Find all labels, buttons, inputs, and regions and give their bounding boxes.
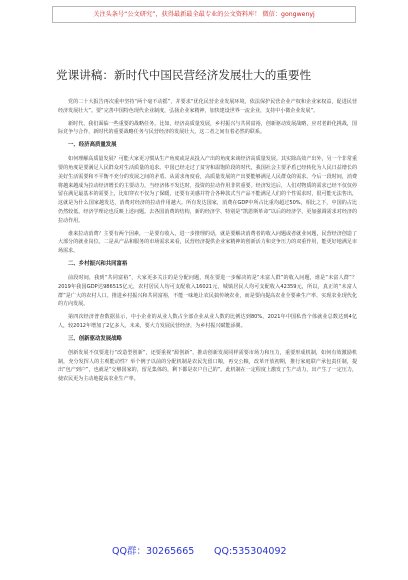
paragraph: 第四次经济普查数据显示，中小企业的从业人数占全部企业从业人数的比例达到80%。2021年中国私营个体就业总数达到4亿人，较2012年增加了2亿多人。未来，要大力发展民营经济，为乡村振兴赋能添翼。: [58, 314, 357, 329]
paragraph: 前段时间，我到“共同富裕”，大家更多关注的是分配问题，现在要进一步解决的是“未富人群”的收入问题，谁是“未富人群”？2019年我国GDP达986515亿元，农村居民人均可支配收入16021元，城镇居民人均可支配收入42359元，所以，真正的“未富人群”是广大的农村人口。推进乡村振兴和共同富裕，不能一味地让农民搞传统农业，而是要向提高农业全要素生产率、实现农业现代化的方向发展。: [58, 274, 357, 308]
paragraph: 创新发展不仅要进行“改造型创新”，还要重视“源创新”，推动创新发展同样需要市场力和压力，重要形成机制，如何有效激励机制，充分发挥人的主观能动性？举个例子以前的分配机制是农民先留口粮，再交公粮，改革开放初期，推行家庭联产承包责任制，提出“包产到户”，也就是“交够国家的，留足集体的，剩下都是农户自己的”。此机制在一定程度上激发了生产动力，出产生了一定压力，使农民更为主动地提高农业生产率。: [58, 349, 357, 383]
paragraph: 谁来拉动消费？主要有两个因素，一是要有收入，进一步推理的话，就是要解决消费者的收入问题或者就业问题，民营经济创造了大部分的就业岗位。二是从产品和服务的市场需求来看，民营经济提供企业家精神的创新活力和竞争压力的双重作用，能更好地满足市场需求。: [58, 230, 357, 255]
footer-qq-group: QQ群：30265665: [112, 546, 195, 557]
paragraph: 党的二十大报告再次重申坚持“两个毫不动摇”，并要求“优化民营企业发展环境，依法保护民营企业产权和企业家权益，促进民营经济发展壮大”。要“完善中国特色现代企业制度，弘扬企业家精神，加快建设世界一流企业，支持中小微企业发展”。: [58, 99, 357, 114]
section-heading: 二、乡村振兴和共同富裕: [68, 260, 128, 267]
paragraph: 如何理解高质量发展？可能大家更习惯从生产角度或是从投入产出的角度来谈经济高质量发展。其实除高效产出外，另一个非常重要的角度是要满足人民群众对生活质量的追求。中国已经走过了贫穷和温饱阶段的时代，我国社会主要矛盾已经转化为人民日益增长的美好生活需要和不平衡不充分的发展之间的矛盾。从需求角度看，高质量发展的产出要能够满足人民群众的需求。今后一段时间，消费将越来越成为拉动经济增长的主要动力，当经济体不发达时，投资的拉动作用非常重要。经济发达后，人们对物质的需求已经不仅仅停留在满足最基本的需要上，比如穿衣不仅为了保暖，还要有美感并符合各种款式当产品不能满足人们的个性需求时，很可能无法售出，这就是为什么国家越发达，消费对经济的拉动作用越大。所有发达国家，消费在GDP中所占比重均超过50%，相比之下，中国的占比仍然较低，经济学理论也反映上述问题。去各国消费的结构，新的经济学、特别是“凯恩斯革命”以后的经济学，更加强调需求对经济的拉动作用。: [58, 156, 357, 224]
footer-qq: QQ:535304092: [214, 546, 287, 557]
footer: [0, 545, 408, 559]
top-banner: 关注头条号“公文研究”，获得最新最全最专业的公文资料库！ 微信：gongwenyj: [52, 6, 356, 23]
document-title: 党课讲稿：新时代中国民营经济发展壮大的重要性: [56, 68, 312, 82]
section-heading: 三、创新驱动发展战略: [68, 335, 122, 342]
section-heading: 一、经济高质量发展: [68, 142, 117, 149]
document-body: [58, 98, 357, 388]
paragraph: 新时代，我们面临一些重要的战略任务。比如，经济高质量发展，乡村振兴与共同富裕，创新驱动发展战略，应对老龄化挑战，国际竞争与合作，新时代的重要战略任务与民营经济的发展壮大，这二者之间有着必然的联系。: [58, 120, 357, 136]
